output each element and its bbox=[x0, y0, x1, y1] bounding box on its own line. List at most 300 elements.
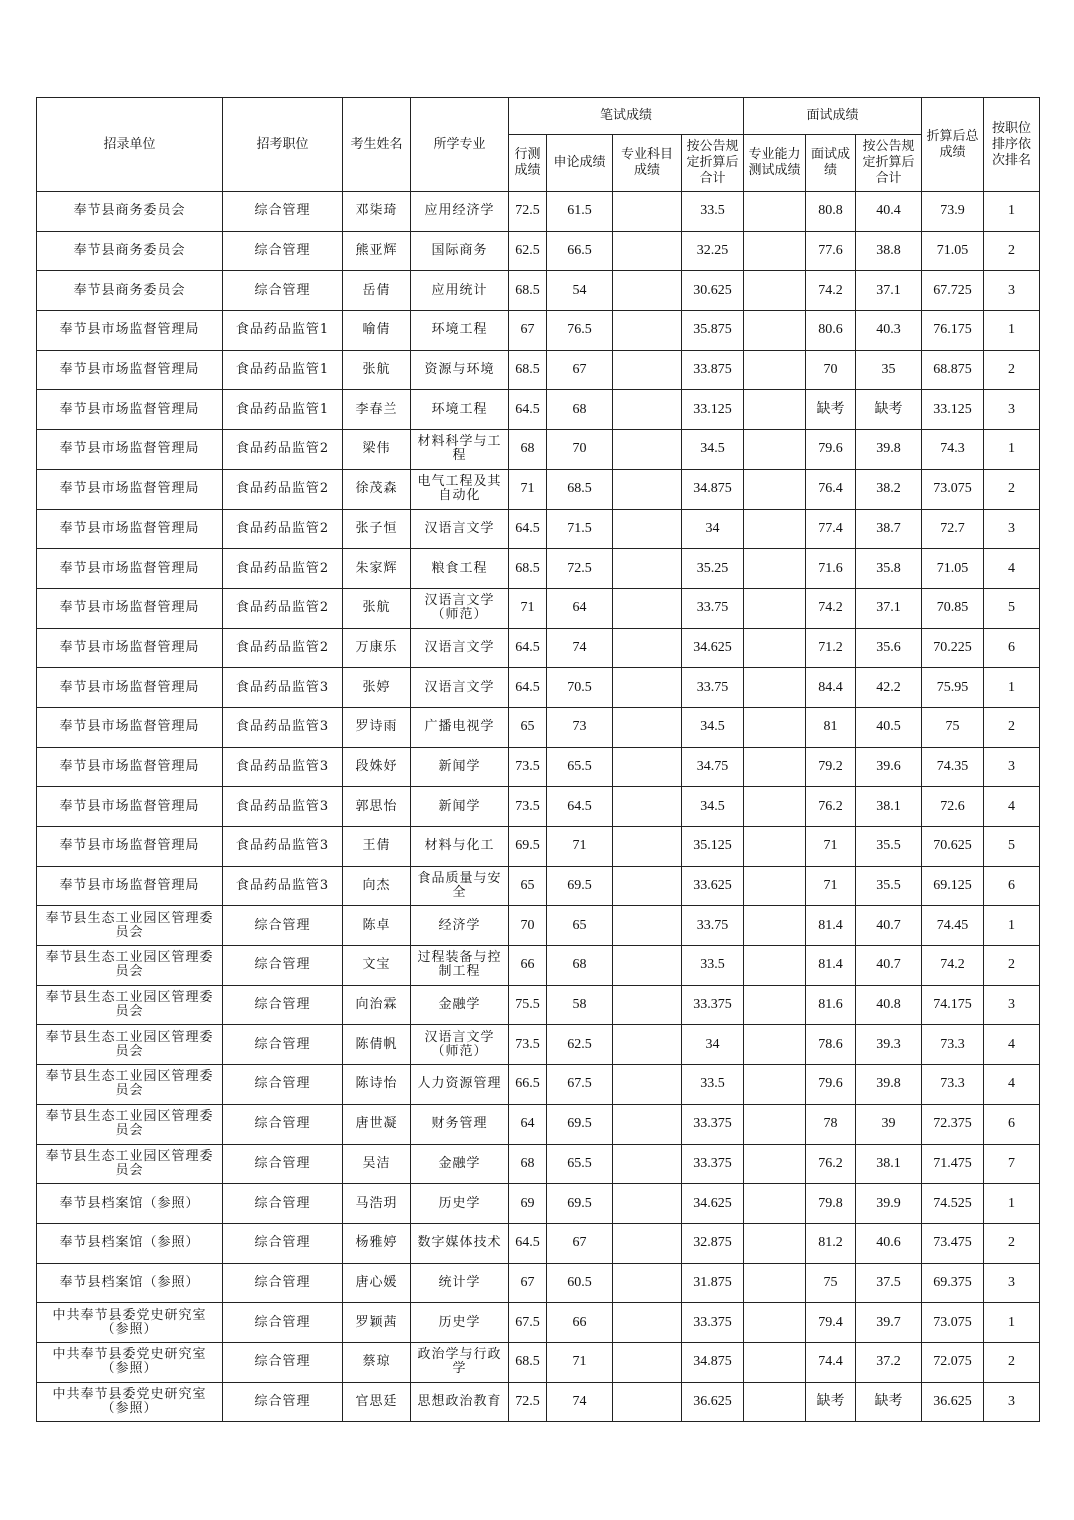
cell-interview-total: 38.2 bbox=[856, 469, 922, 509]
cell-position: 综合管理 bbox=[223, 271, 343, 311]
cell-final-total: 72.075 bbox=[922, 1342, 984, 1382]
cell-name: 王倩 bbox=[343, 827, 411, 867]
cell-rank: 5 bbox=[984, 588, 1040, 628]
cell-major: 粮食工程 bbox=[411, 549, 509, 589]
cell-interview: 76.2 bbox=[806, 1144, 856, 1184]
cell-name: 吴洁 bbox=[343, 1144, 411, 1184]
cell-professional bbox=[613, 430, 682, 470]
cell-shenlun: 67.5 bbox=[547, 1065, 613, 1105]
cell-major: 国际商务 bbox=[411, 231, 509, 271]
cell-final-total: 74.2 bbox=[922, 946, 984, 986]
cell-major: 人力资源管理 bbox=[411, 1065, 509, 1105]
cell-rank: 5 bbox=[984, 827, 1040, 867]
cell-ability bbox=[744, 1263, 806, 1303]
cell-interview-total: 40.6 bbox=[856, 1223, 922, 1263]
cell-name: 蔡琼 bbox=[343, 1342, 411, 1382]
cell-shenlun: 67 bbox=[547, 350, 613, 390]
cell-final-total: 76.175 bbox=[922, 311, 984, 351]
cell-name: 万康乐 bbox=[343, 628, 411, 668]
cell-xingce: 68.5 bbox=[509, 350, 547, 390]
cell-major: 数字媒体技术 bbox=[411, 1223, 509, 1263]
cell-major: 汉语言文学（师范） bbox=[411, 588, 509, 628]
cell-xingce: 72.5 bbox=[509, 1382, 547, 1422]
cell-unit: 奉节县生态工业园区管理委员会 bbox=[37, 985, 223, 1025]
cell-final-total: 71.05 bbox=[922, 231, 984, 271]
cell-position: 食品药品监管1 bbox=[223, 311, 343, 351]
cell-interview-total: 37.5 bbox=[856, 1263, 922, 1303]
cell-shenlun: 71 bbox=[547, 1342, 613, 1382]
cell-major: 汉语言文学（师范） bbox=[411, 1025, 509, 1065]
cell-rank: 6 bbox=[984, 628, 1040, 668]
cell-professional bbox=[613, 469, 682, 509]
cell-ability bbox=[744, 1104, 806, 1144]
cell-shenlun: 68 bbox=[547, 946, 613, 986]
cell-professional bbox=[613, 1382, 682, 1422]
cell-position: 综合管理 bbox=[223, 1144, 343, 1184]
cell-professional bbox=[613, 946, 682, 986]
cell-interview-total: 39.7 bbox=[856, 1303, 922, 1343]
header-interview-total: 按公告规定折算后合计 bbox=[856, 135, 922, 192]
cell-unit: 奉节县生态工业园区管理委员会 bbox=[37, 1104, 223, 1144]
cell-unit: 奉节县档案馆（参照） bbox=[37, 1184, 223, 1224]
header-interview: 面试成绩 bbox=[806, 135, 856, 192]
cell-name: 陈卓 bbox=[343, 906, 411, 946]
cell-final-total: 73.3 bbox=[922, 1065, 984, 1105]
cell-professional bbox=[613, 231, 682, 271]
cell-ability bbox=[744, 509, 806, 549]
cell-written-total: 34.5 bbox=[682, 707, 744, 747]
cell-final-total: 71.475 bbox=[922, 1144, 984, 1184]
cell-rank: 4 bbox=[984, 1065, 1040, 1105]
cell-name: 唐世凝 bbox=[343, 1104, 411, 1144]
table-row bbox=[37, 350, 1040, 390]
cell-position: 综合管理 bbox=[223, 1065, 343, 1105]
cell-shenlun: 54 bbox=[547, 271, 613, 311]
cell-position: 综合管理 bbox=[223, 946, 343, 986]
cell-shenlun: 74 bbox=[547, 628, 613, 668]
cell-rank: 1 bbox=[984, 192, 1040, 232]
cell-interview-total: 40.3 bbox=[856, 311, 922, 351]
header-interview-group: 面试成绩 bbox=[744, 98, 922, 135]
cell-ability bbox=[744, 390, 806, 430]
cell-professional bbox=[613, 1065, 682, 1105]
cell-final-total: 73.475 bbox=[922, 1223, 984, 1263]
header-shenlun: 申论成绩 bbox=[547, 135, 613, 192]
cell-professional bbox=[613, 192, 682, 232]
cell-major: 历史学 bbox=[411, 1184, 509, 1224]
header-unit: 招录单位 bbox=[37, 98, 223, 192]
cell-rank: 1 bbox=[984, 311, 1040, 351]
table-row bbox=[37, 271, 1040, 311]
cell-interview: 77.6 bbox=[806, 231, 856, 271]
cell-name: 段姝妤 bbox=[343, 747, 411, 787]
cell-professional bbox=[613, 1104, 682, 1144]
cell-professional bbox=[613, 1303, 682, 1343]
cell-ability bbox=[744, 628, 806, 668]
cell-xingce: 68.5 bbox=[509, 1342, 547, 1382]
cell-name: 陈诗怡 bbox=[343, 1065, 411, 1105]
cell-interview-total: 37.1 bbox=[856, 271, 922, 311]
cell-final-total: 36.625 bbox=[922, 1382, 984, 1422]
cell-professional bbox=[613, 1025, 682, 1065]
cell-written-total: 34.5 bbox=[682, 787, 744, 827]
cell-major: 经济学 bbox=[411, 906, 509, 946]
cell-major: 思想政治教育 bbox=[411, 1382, 509, 1422]
cell-name: 向治霖 bbox=[343, 985, 411, 1025]
cell-name: 罗诗雨 bbox=[343, 707, 411, 747]
cell-xingce: 65 bbox=[509, 866, 547, 906]
cell-shenlun: 69.5 bbox=[547, 866, 613, 906]
cell-shenlun: 62.5 bbox=[547, 1025, 613, 1065]
cell-interview-total: 35 bbox=[856, 350, 922, 390]
cell-unit: 奉节县生态工业园区管理委员会 bbox=[37, 1065, 223, 1105]
cell-position: 综合管理 bbox=[223, 1263, 343, 1303]
cell-interview-total: 39.8 bbox=[856, 1065, 922, 1105]
cell-final-total: 74.3 bbox=[922, 430, 984, 470]
cell-major: 政治学与行政学 bbox=[411, 1342, 509, 1382]
cell-name: 岳倩 bbox=[343, 271, 411, 311]
cell-shenlun: 65.5 bbox=[547, 747, 613, 787]
header-name: 考生姓名 bbox=[343, 98, 411, 192]
cell-name: 张航 bbox=[343, 350, 411, 390]
header-professional: 专业科目成绩 bbox=[613, 135, 682, 192]
cell-major: 财务管理 bbox=[411, 1104, 509, 1144]
cell-unit: 中共奉节县委党史研究室（参照） bbox=[37, 1342, 223, 1382]
table-row bbox=[37, 509, 1040, 549]
cell-rank: 4 bbox=[984, 787, 1040, 827]
cell-interview: 79.8 bbox=[806, 1184, 856, 1224]
cell-ability bbox=[744, 1025, 806, 1065]
cell-rank: 2 bbox=[984, 469, 1040, 509]
cell-rank: 1 bbox=[984, 906, 1040, 946]
cell-written-total: 32.25 bbox=[682, 231, 744, 271]
cell-rank: 2 bbox=[984, 350, 1040, 390]
cell-position: 食品药品监管2 bbox=[223, 469, 343, 509]
cell-xingce: 67.5 bbox=[509, 1303, 547, 1343]
cell-interview: 缺考 bbox=[806, 1382, 856, 1422]
cell-interview: 71.2 bbox=[806, 628, 856, 668]
cell-xingce: 69.5 bbox=[509, 827, 547, 867]
cell-name: 张子恒 bbox=[343, 509, 411, 549]
cell-major: 新闻学 bbox=[411, 747, 509, 787]
cell-shenlun: 66 bbox=[547, 1303, 613, 1343]
cell-interview-total: 37.2 bbox=[856, 1342, 922, 1382]
cell-unit: 奉节县市场监督管理局 bbox=[37, 549, 223, 589]
cell-position: 综合管理 bbox=[223, 1382, 343, 1422]
cell-written-total: 33.5 bbox=[682, 1065, 744, 1105]
cell-major: 汉语言文学 bbox=[411, 509, 509, 549]
cell-professional bbox=[613, 1342, 682, 1382]
cell-written-total: 34.875 bbox=[682, 1342, 744, 1382]
table-row bbox=[37, 1303, 1040, 1343]
cell-name: 张婷 bbox=[343, 668, 411, 708]
cell-ability bbox=[744, 747, 806, 787]
cell-position: 综合管理 bbox=[223, 1303, 343, 1343]
cell-xingce: 69 bbox=[509, 1184, 547, 1224]
cell-position: 综合管理 bbox=[223, 231, 343, 271]
table-row bbox=[37, 906, 1040, 946]
cell-unit: 奉节县市场监督管理局 bbox=[37, 866, 223, 906]
cell-position: 食品药品监管3 bbox=[223, 866, 343, 906]
cell-unit: 奉节县商务委员会 bbox=[37, 192, 223, 232]
cell-professional bbox=[613, 787, 682, 827]
cell-unit: 中共奉节县委党史研究室（参照） bbox=[37, 1303, 223, 1343]
table-row bbox=[37, 549, 1040, 589]
cell-written-total: 31.875 bbox=[682, 1263, 744, 1303]
cell-interview-total: 39.3 bbox=[856, 1025, 922, 1065]
cell-unit: 奉节县市场监督管理局 bbox=[37, 668, 223, 708]
cell-interview-total: 缺考 bbox=[856, 390, 922, 430]
cell-interview-total: 38.7 bbox=[856, 509, 922, 549]
cell-unit: 奉节县商务委员会 bbox=[37, 271, 223, 311]
cell-name: 熊亚辉 bbox=[343, 231, 411, 271]
cell-rank: 2 bbox=[984, 707, 1040, 747]
cell-professional bbox=[613, 311, 682, 351]
cell-written-total: 33.125 bbox=[682, 390, 744, 430]
cell-shenlun: 74 bbox=[547, 1382, 613, 1422]
cell-xingce: 64.5 bbox=[509, 1223, 547, 1263]
cell-xingce: 64.5 bbox=[509, 668, 547, 708]
cell-major: 环境工程 bbox=[411, 390, 509, 430]
cell-final-total: 74.45 bbox=[922, 906, 984, 946]
cell-professional bbox=[613, 668, 682, 708]
cell-shenlun: 60.5 bbox=[547, 1263, 613, 1303]
cell-name: 郭思怡 bbox=[343, 787, 411, 827]
cell-ability bbox=[744, 231, 806, 271]
cell-shenlun: 64 bbox=[547, 588, 613, 628]
cell-shenlun: 61.5 bbox=[547, 192, 613, 232]
cell-major: 统计学 bbox=[411, 1263, 509, 1303]
score-sheet bbox=[36, 97, 1040, 1422]
cell-name: 罗颖茜 bbox=[343, 1303, 411, 1343]
cell-interview: 81.2 bbox=[806, 1223, 856, 1263]
cell-xingce: 66.5 bbox=[509, 1065, 547, 1105]
cell-interview-total: 38.1 bbox=[856, 1144, 922, 1184]
cell-rank: 1 bbox=[984, 668, 1040, 708]
cell-professional bbox=[613, 549, 682, 589]
cell-xingce: 71 bbox=[509, 588, 547, 628]
cell-name: 喻倩 bbox=[343, 311, 411, 351]
cell-major: 金融学 bbox=[411, 985, 509, 1025]
cell-professional bbox=[613, 390, 682, 430]
cell-final-total: 68.875 bbox=[922, 350, 984, 390]
cell-major: 资源与环境 bbox=[411, 350, 509, 390]
cell-interview: 80.6 bbox=[806, 311, 856, 351]
cell-professional bbox=[613, 866, 682, 906]
table-row bbox=[37, 747, 1040, 787]
cell-shenlun: 70.5 bbox=[547, 668, 613, 708]
cell-unit: 奉节县市场监督管理局 bbox=[37, 707, 223, 747]
cell-written-total: 36.625 bbox=[682, 1382, 744, 1422]
cell-final-total: 74.175 bbox=[922, 985, 984, 1025]
cell-xingce: 70 bbox=[509, 906, 547, 946]
cell-xingce: 71 bbox=[509, 469, 547, 509]
cell-shenlun: 58 bbox=[547, 985, 613, 1025]
score-table bbox=[36, 97, 1040, 1422]
cell-major: 新闻学 bbox=[411, 787, 509, 827]
cell-shenlun: 71 bbox=[547, 827, 613, 867]
table-row bbox=[37, 628, 1040, 668]
cell-name: 向杰 bbox=[343, 866, 411, 906]
cell-unit: 奉节县市场监督管理局 bbox=[37, 827, 223, 867]
cell-unit: 奉节县市场监督管理局 bbox=[37, 390, 223, 430]
table-row bbox=[37, 469, 1040, 509]
cell-major: 电气工程及其自动化 bbox=[411, 469, 509, 509]
cell-ability bbox=[744, 430, 806, 470]
cell-unit: 奉节县市场监督管理局 bbox=[37, 350, 223, 390]
cell-professional bbox=[613, 350, 682, 390]
cell-major: 应用统计 bbox=[411, 271, 509, 311]
cell-shenlun: 68.5 bbox=[547, 469, 613, 509]
cell-rank: 3 bbox=[984, 1382, 1040, 1422]
cell-professional bbox=[613, 1184, 682, 1224]
table-row bbox=[37, 1184, 1040, 1224]
table-body bbox=[37, 192, 1040, 1422]
cell-final-total: 70.85 bbox=[922, 588, 984, 628]
cell-xingce: 68.5 bbox=[509, 549, 547, 589]
table-row bbox=[37, 1065, 1040, 1105]
table-row bbox=[37, 192, 1040, 232]
cell-interview-total: 35.6 bbox=[856, 628, 922, 668]
cell-final-total: 69.375 bbox=[922, 1263, 984, 1303]
cell-ability bbox=[744, 311, 806, 351]
cell-ability bbox=[744, 588, 806, 628]
cell-xingce: 67 bbox=[509, 311, 547, 351]
cell-major: 汉语言文学 bbox=[411, 628, 509, 668]
cell-position: 食品药品监管1 bbox=[223, 390, 343, 430]
cell-position: 食品药品监管3 bbox=[223, 747, 343, 787]
cell-interview: 81 bbox=[806, 707, 856, 747]
cell-written-total: 33.5 bbox=[682, 946, 744, 986]
cell-final-total: 70.225 bbox=[922, 628, 984, 668]
cell-rank: 7 bbox=[984, 1144, 1040, 1184]
cell-rank: 2 bbox=[984, 946, 1040, 986]
cell-interview-total: 40.7 bbox=[856, 906, 922, 946]
cell-rank: 3 bbox=[984, 1263, 1040, 1303]
cell-rank: 3 bbox=[984, 509, 1040, 549]
cell-final-total: 72.6 bbox=[922, 787, 984, 827]
cell-unit: 奉节县商务委员会 bbox=[37, 231, 223, 271]
cell-professional bbox=[613, 827, 682, 867]
header-written-total: 按公告规定折算后合计 bbox=[682, 135, 744, 192]
table-row bbox=[37, 827, 1040, 867]
cell-written-total: 34.75 bbox=[682, 747, 744, 787]
cell-shenlun: 66.5 bbox=[547, 231, 613, 271]
cell-position: 综合管理 bbox=[223, 985, 343, 1025]
cell-interview: 76.2 bbox=[806, 787, 856, 827]
cell-written-total: 35.25 bbox=[682, 549, 744, 589]
cell-interview-total: 40.4 bbox=[856, 192, 922, 232]
cell-xingce: 62.5 bbox=[509, 231, 547, 271]
cell-xingce: 66 bbox=[509, 946, 547, 986]
table-row bbox=[37, 1342, 1040, 1382]
cell-interview: 79.4 bbox=[806, 1303, 856, 1343]
cell-interview-total: 39 bbox=[856, 1104, 922, 1144]
cell-interview-total: 38.8 bbox=[856, 231, 922, 271]
cell-name: 唐心媛 bbox=[343, 1263, 411, 1303]
cell-written-total: 33.75 bbox=[682, 588, 744, 628]
cell-interview: 70 bbox=[806, 350, 856, 390]
cell-interview: 80.8 bbox=[806, 192, 856, 232]
cell-final-total: 70.625 bbox=[922, 827, 984, 867]
cell-position: 食品药品监管2 bbox=[223, 509, 343, 549]
cell-position: 食品药品监管2 bbox=[223, 549, 343, 589]
cell-xingce: 68 bbox=[509, 1144, 547, 1184]
table-row bbox=[37, 946, 1040, 986]
cell-name: 梁伟 bbox=[343, 430, 411, 470]
cell-name: 邓柒琦 bbox=[343, 192, 411, 232]
cell-unit: 中共奉节县委党史研究室（参照） bbox=[37, 1382, 223, 1422]
table-row bbox=[37, 1025, 1040, 1065]
cell-rank: 6 bbox=[984, 1104, 1040, 1144]
cell-unit: 奉节县市场监督管理局 bbox=[37, 588, 223, 628]
cell-position: 食品药品监管2 bbox=[223, 588, 343, 628]
cell-interview: 78 bbox=[806, 1104, 856, 1144]
cell-xingce: 73.5 bbox=[509, 747, 547, 787]
cell-ability bbox=[744, 707, 806, 747]
cell-written-total: 35.125 bbox=[682, 827, 744, 867]
cell-position: 食品药品监管3 bbox=[223, 707, 343, 747]
header-written-group: 笔试成绩 bbox=[509, 98, 744, 135]
cell-major: 金融学 bbox=[411, 1144, 509, 1184]
cell-position: 食品药品监管3 bbox=[223, 668, 343, 708]
table-row bbox=[37, 668, 1040, 708]
cell-position: 综合管理 bbox=[223, 1342, 343, 1382]
cell-rank: 1 bbox=[984, 1184, 1040, 1224]
table-row bbox=[37, 390, 1040, 430]
cell-ability bbox=[744, 1342, 806, 1382]
cell-rank: 1 bbox=[984, 1303, 1040, 1343]
cell-interview-total: 35.8 bbox=[856, 549, 922, 589]
cell-shenlun: 65.5 bbox=[547, 1144, 613, 1184]
cell-shenlun: 71.5 bbox=[547, 509, 613, 549]
cell-professional bbox=[613, 707, 682, 747]
cell-final-total: 73.075 bbox=[922, 1303, 984, 1343]
cell-unit: 奉节县市场监督管理局 bbox=[37, 311, 223, 351]
cell-written-total: 33.375 bbox=[682, 1303, 744, 1343]
cell-written-total: 33.75 bbox=[682, 906, 744, 946]
cell-professional bbox=[613, 1263, 682, 1303]
table-row bbox=[37, 311, 1040, 351]
cell-interview-total: 37.1 bbox=[856, 588, 922, 628]
cell-final-total: 72.7 bbox=[922, 509, 984, 549]
cell-written-total: 34.5 bbox=[682, 430, 744, 470]
cell-interview-total: 40.7 bbox=[856, 946, 922, 986]
cell-rank: 3 bbox=[984, 985, 1040, 1025]
cell-name: 李春兰 bbox=[343, 390, 411, 430]
cell-position: 综合管理 bbox=[223, 1025, 343, 1065]
table-row bbox=[37, 231, 1040, 271]
cell-ability bbox=[744, 350, 806, 390]
cell-final-total: 69.125 bbox=[922, 866, 984, 906]
cell-written-total: 33.75 bbox=[682, 668, 744, 708]
cell-unit: 奉节县生态工业园区管理委员会 bbox=[37, 946, 223, 986]
cell-interview-total: 39.8 bbox=[856, 430, 922, 470]
cell-unit: 奉节县市场监督管理局 bbox=[37, 509, 223, 549]
cell-ability bbox=[744, 866, 806, 906]
cell-interview-total: 39.9 bbox=[856, 1184, 922, 1224]
cell-xingce: 64.5 bbox=[509, 628, 547, 668]
cell-shenlun: 70 bbox=[547, 430, 613, 470]
cell-final-total: 73.075 bbox=[922, 469, 984, 509]
cell-rank: 4 bbox=[984, 549, 1040, 589]
cell-written-total: 33.375 bbox=[682, 1144, 744, 1184]
cell-xingce: 64 bbox=[509, 1104, 547, 1144]
cell-interview: 74.2 bbox=[806, 271, 856, 311]
cell-major: 应用经济学 bbox=[411, 192, 509, 232]
table-row bbox=[37, 1223, 1040, 1263]
cell-interview: 71 bbox=[806, 866, 856, 906]
